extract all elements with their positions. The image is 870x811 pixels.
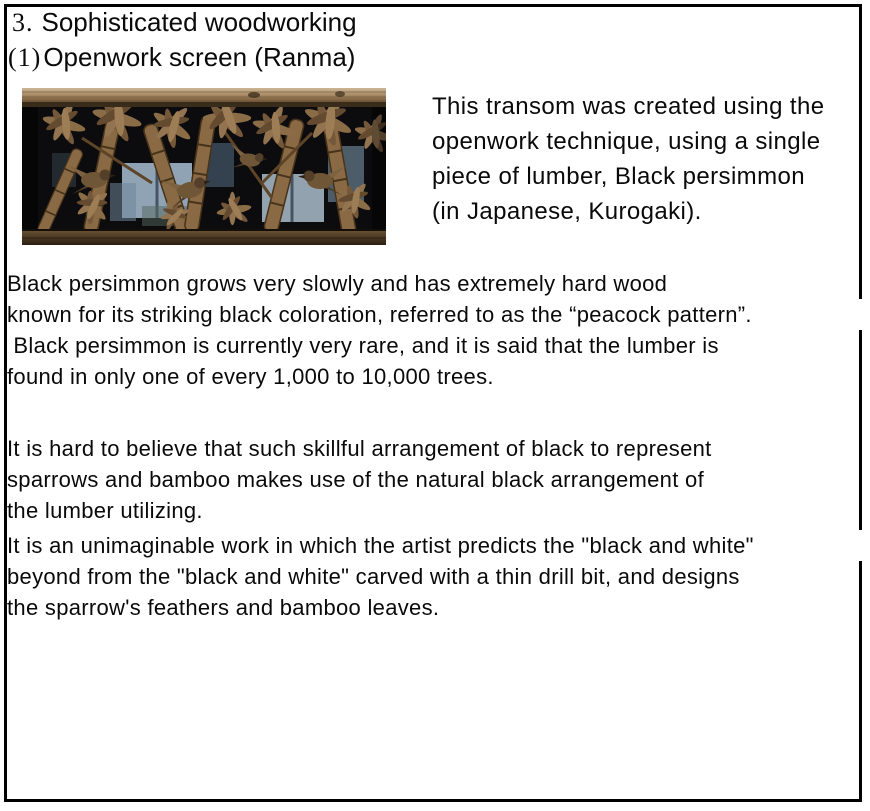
text-line: openwork technique, using a single [432,124,821,159]
subsection-number: (1) [8,43,42,72]
section-title: Sophisticated woodworking [41,7,357,37]
text-line: sparrows and bamboo makes use of the natural black arrangement of [7,464,704,495]
text-line: It is an unimaginable work in which the artist predicts the "black and white" [7,530,868,561]
text-line: Black persimmon grows very slowly and has extremely hard wood [7,268,667,299]
text-line: (in Japanese, Kurogaki). [432,194,702,229]
heading-line-1 [8,5,357,40]
paragraph-unimaginable-work [7,530,868,623]
text-line: beyond from the "black and white" carved with a thin drill bit, and designs [7,561,740,592]
text-line: It is hard to believe that such skillful arrangement of black to represent [7,433,712,464]
section-heading [8,5,357,75]
text-line: known for its striking black coloration, referred to as the “peacock pattern”. [7,299,868,330]
text-line: the lumber utilizing. [7,495,203,526]
text-line: found in only one of every 1,000 to 10,000 trees. [7,361,494,392]
text-line: the sparrow's feathers and bamboo leaves. [7,592,439,623]
paragraph-skillful-arrangement [7,433,712,526]
text-line: This transom was created using the [432,89,824,124]
text-line: piece of lumber, Black persimmon [432,159,805,194]
text-line: Black persimmon is currently very rare, and it is said that the lumber is [7,330,719,361]
section-number: 3. [12,8,34,37]
paragraph-black-persimmon [7,268,868,392]
heading-line-2 [8,40,357,75]
ranma-carving-photo [22,88,386,245]
intro-text [432,89,824,229]
subsection-title: Openwork screen (Ranma) [43,42,356,72]
